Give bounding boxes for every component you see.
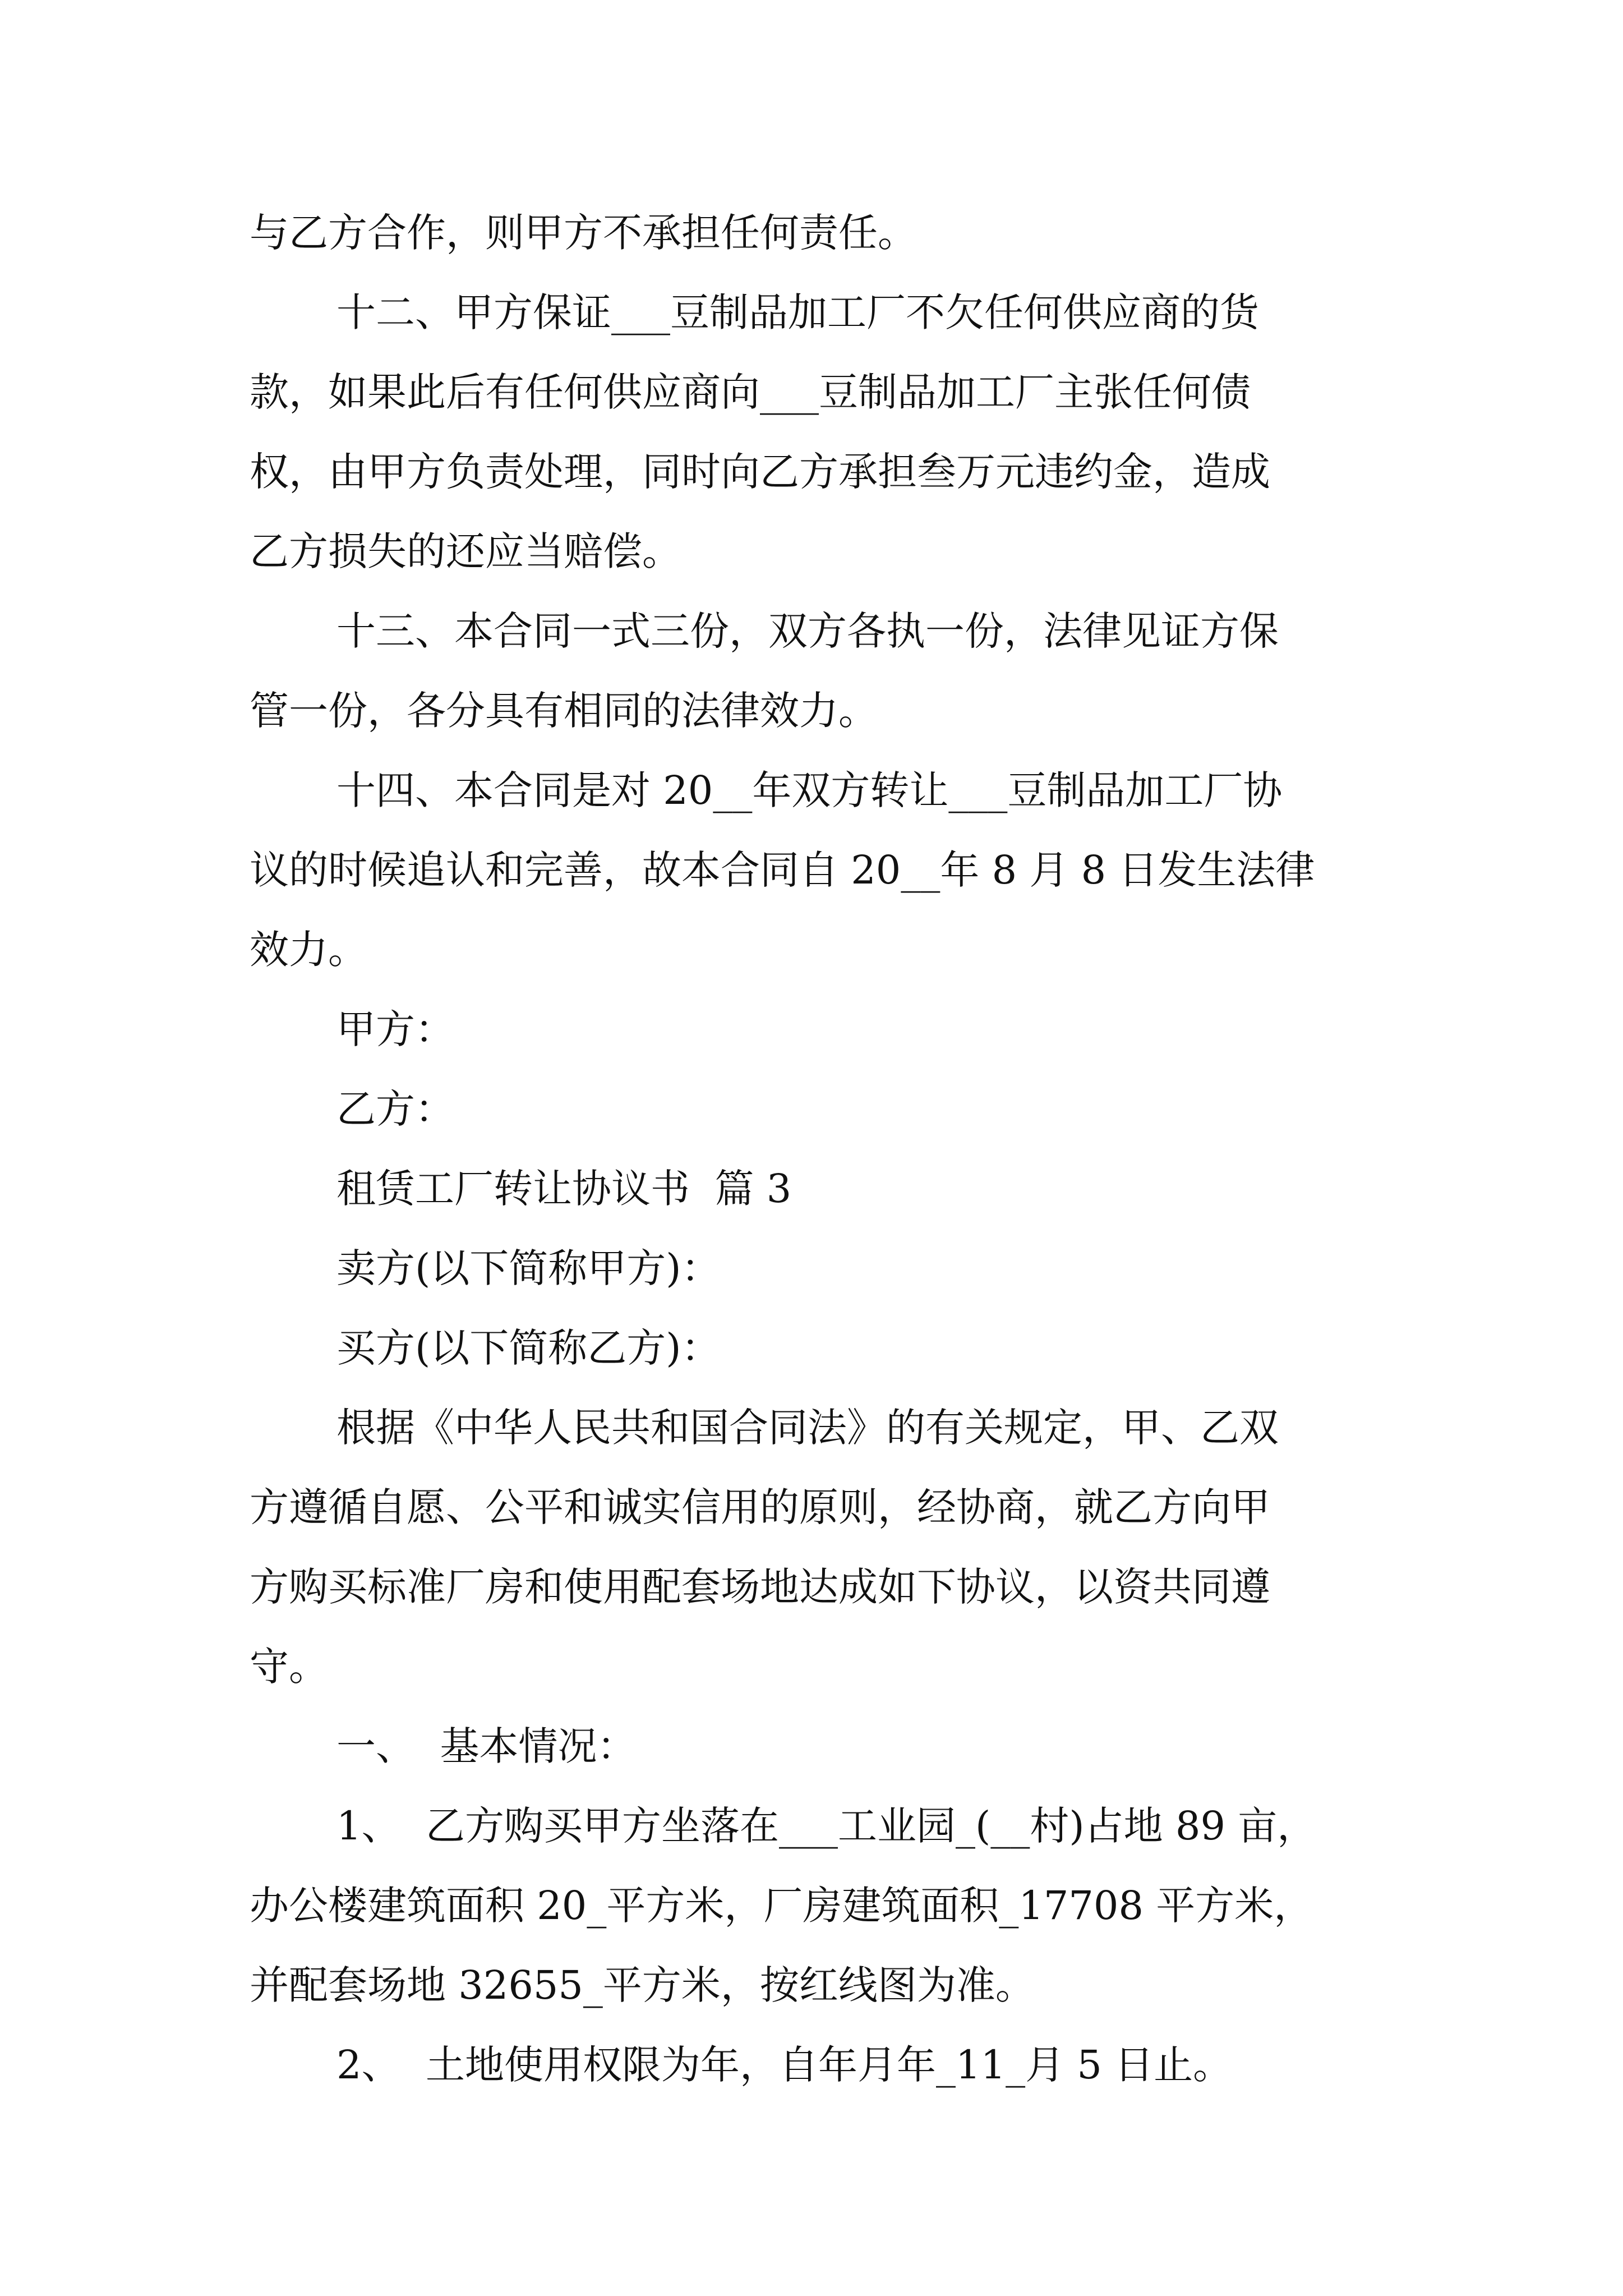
text-line: 方遵循自愿、公平和诚实信用的原则，经协商，就乙方向甲	[250, 1484, 1270, 1530]
text-line: 甲方：	[336, 1006, 454, 1052]
text-line: 十二、甲方保证___豆制品加工厂不欠任何供应商的货	[336, 289, 1259, 335]
text-line: 一、 基本情况：	[336, 1723, 637, 1769]
text-line: 议的时候追认和完善，故本合同自 20__年 8 月 8 日发生法律	[250, 847, 1315, 893]
text-line: 办公楼建筑面积 20_平方米，厂房建筑面积_17708 平方米，	[250, 1883, 1313, 1929]
text-line: 乙方：	[336, 1086, 454, 1132]
text-line: 权，由甲方负责处理，同时向乙方承担叁万元违约金，造成	[250, 449, 1270, 495]
text-line: 2、 土地使用权限为年，自年月年_11_月 5 日止。	[336, 2042, 1233, 2088]
text-line: 十四、本合同是对 20__年双方转让___豆制品加工厂协	[336, 767, 1283, 813]
text-line: 与乙方合作，则甲方不承担任何责任。	[250, 210, 917, 256]
text-line: 租赁工厂转让协议书 篇 3	[336, 1166, 792, 1212]
text-line: 款，如果此后有任何供应商向___豆制品加工厂主张任何债	[250, 369, 1251, 415]
text-line: 根据《中华人民共和国合同法》的有关规定，甲、乙双	[336, 1405, 1279, 1451]
text-line: 买方(以下简称乙方)：	[336, 1325, 721, 1371]
text-line: 方购买标准厂房和使用配套场地达成如下协议，以资共同遵	[250, 1564, 1270, 1610]
text-line: 并配套场地 32655_平方米，按红线图为准。	[250, 1962, 1035, 2008]
text-line: 1、 乙方购买甲方坐落在___工业园_(__村)占地 89 亩，	[336, 1803, 1317, 1849]
text-line: 乙方损失的还应当赔偿。	[250, 528, 681, 574]
text-line: 管一份，各分具有相同的法律效力。	[250, 688, 878, 734]
text-line: 卖方(以下简称甲方)：	[336, 1245, 721, 1291]
text-line: 十三、本合同一式三份，双方各执一份，法律见证方保	[336, 608, 1279, 654]
text-line: 守。	[250, 1644, 328, 1690]
text-line: 效力。	[250, 927, 367, 973]
